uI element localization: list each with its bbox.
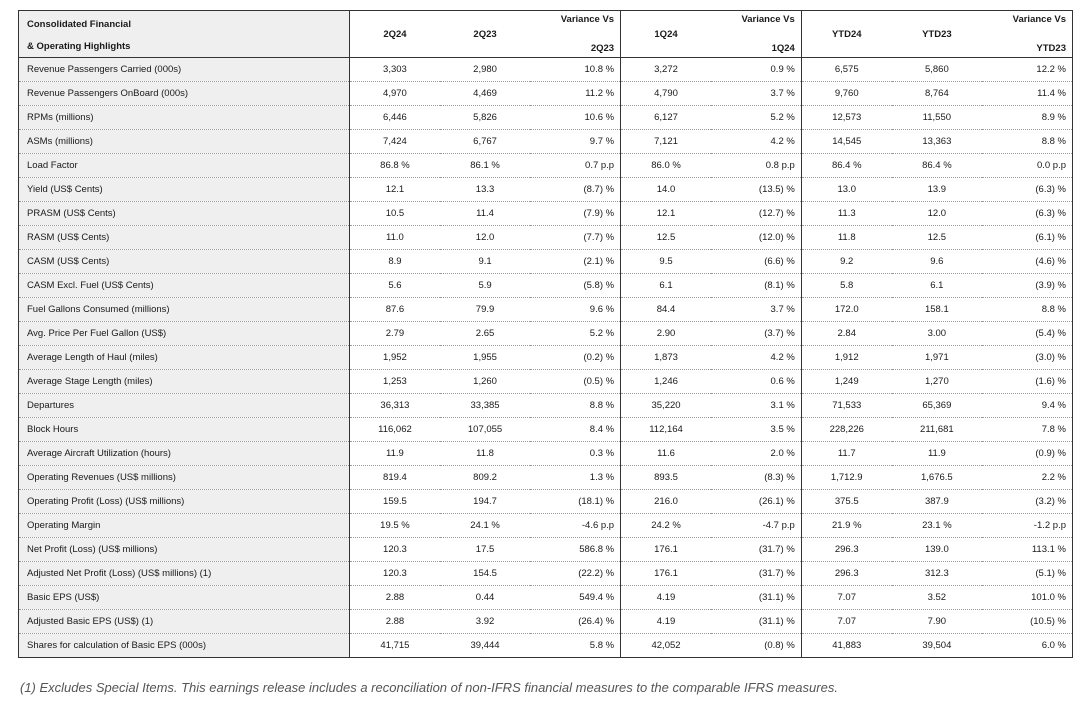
table-row — [19, 514, 1073, 538]
cell-var-2q23: 0.3 % — [530, 442, 620, 466]
cell-2q24: 5.6 — [350, 274, 440, 298]
cell-2q23: 5,826 — [440, 106, 530, 130]
cell-var-2q23: (2.1) % — [530, 250, 620, 274]
col-header-var-1q24: Variance Vs 1Q24 — [711, 11, 801, 58]
cell-var-1q24: (0.8) % — [711, 634, 801, 658]
cell-2q23: 107,055 — [440, 418, 530, 442]
cell-2q24: 8.9 — [350, 250, 440, 274]
cell-var-1q24: 0.6 % — [711, 370, 801, 394]
col-header-2q24: 2Q24 — [350, 11, 440, 58]
row-label: Basic EPS (US$) — [19, 586, 350, 610]
cell-var-1q24: (13.5) % — [711, 178, 801, 202]
cell-var-1q24: 3.5 % — [711, 418, 801, 442]
cell-1q24: 9.5 — [621, 250, 711, 274]
cell-2q24: 41,715 — [380, 640, 410, 651]
cell-var-2q23: 10.8 % — [530, 58, 620, 82]
cell-ytd23: 139.0 — [892, 538, 982, 562]
col-header-ytd24: YTD24 — [801, 11, 891, 58]
cell-var-2q23: 5.8 % — [530, 634, 620, 658]
cell-var-1q24: (31.7) % — [711, 538, 801, 562]
cell-1q24: 11.6 — [621, 442, 711, 466]
cell-var-ytd23: (3.0) % — [982, 346, 1072, 370]
cell-ytd23: 312.3 — [892, 562, 982, 586]
table-row — [19, 154, 1073, 178]
cell-ytd24: 11.8 — [801, 226, 891, 250]
cell-1q24: 4.19 — [621, 610, 711, 634]
cell-var-1q24: 4.2 % — [711, 130, 801, 154]
cell-var-ytd23: 8.9 % — [982, 106, 1072, 130]
cell-ytd23: 387.9 — [892, 490, 982, 514]
cell-1q24: 216.0 — [621, 490, 711, 514]
cell-ytd24: 6,575 — [801, 58, 891, 82]
cell-var-2q23: 586.8 % — [530, 538, 620, 562]
table-row — [19, 322, 1073, 346]
cell-var-2q23: (22.2) % — [530, 562, 620, 586]
footnote: (1) Excludes Special Items. This earnings release includes a reconciliation of non-IFRS financial measures to the comparable IFRS measures. — [20, 680, 838, 695]
cell-var-1q24: 4.2 % — [711, 346, 801, 370]
cell-1q24: 3,272 — [621, 58, 711, 82]
cell-var-ytd23: 9.4 % — [982, 394, 1072, 418]
table-row — [19, 178, 1073, 202]
cell-1q24: 176.1 — [621, 562, 711, 586]
row-label: RASM (US$ Cents) — [19, 226, 350, 250]
cell-1q24: 12.1 — [621, 202, 711, 226]
cell-1q24: 112,164 — [621, 418, 711, 442]
cell-var-ytd23: 101.0 % — [982, 586, 1072, 610]
table-row — [19, 130, 1073, 154]
table-row — [19, 466, 1073, 490]
table-row — [19, 538, 1073, 562]
cell-var-ytd23: (3.9) % — [982, 274, 1072, 298]
cell-var-1q24: 0.8 p.p — [711, 154, 801, 178]
cell-ytd24: 14,545 — [801, 130, 891, 154]
cell-var-ytd23: (5.1) % — [982, 562, 1072, 586]
table-row — [19, 490, 1073, 514]
table-row — [19, 370, 1073, 394]
cell-ytd24: 7.07 — [801, 586, 891, 610]
table-row — [19, 562, 1073, 586]
cell-ytd23: 3.52 — [892, 586, 982, 610]
table-row — [19, 106, 1073, 130]
cell-2q23: 3.92 — [440, 610, 530, 634]
cell-var-1q24: (31.1) % — [711, 610, 801, 634]
cell-var-2q23: 9.7 % — [530, 130, 620, 154]
highlights-table — [18, 10, 1073, 658]
cell-2q23: 13.3 — [440, 178, 530, 202]
cell-1q24: 893.5 — [621, 466, 711, 490]
cell-var-1q24: 3.7 % — [711, 82, 801, 106]
col-header-2q23: 2Q23 — [440, 11, 530, 58]
cell-var-ytd23: 8.8 % — [982, 130, 1072, 154]
table-row — [19, 634, 1073, 658]
cell-var-1q24: 5.2 % — [711, 106, 801, 130]
table-header-row — [19, 11, 1073, 58]
cell-var-2q23: (5.8) % — [530, 274, 620, 298]
cell-1q24: 4,790 — [621, 82, 711, 106]
cell-1q24: 2.90 — [621, 322, 711, 346]
cell-2q24: 2.88 — [350, 610, 440, 634]
cell-ytd24: 9,760 — [801, 82, 891, 106]
cell-var-ytd23: -1.2 p.p — [982, 514, 1072, 538]
cell-ytd23: 13.9 — [892, 178, 982, 202]
table-row — [19, 610, 1073, 634]
cell-2q24: 12.1 — [350, 178, 440, 202]
table-row — [19, 442, 1073, 466]
row-label: CASM (US$ Cents) — [19, 250, 350, 274]
cell-2q23: 17.5 — [440, 538, 530, 562]
cell-2q24: 86.8 % — [350, 154, 440, 178]
cell-var-ytd23: (6.1) % — [982, 226, 1072, 250]
row-label: Operating Revenues (US$ millions) — [19, 466, 350, 490]
row-label: CASM Excl. Fuel (US$ Cents) — [19, 274, 350, 298]
cell-var-2q23: (26.4) % — [530, 610, 620, 634]
cell-var-2q23: (0.2) % — [530, 346, 620, 370]
cell-ytd24: 13.0 — [801, 178, 891, 202]
cell-2q23: 0.44 — [440, 586, 530, 610]
cell-ytd23: 12.5 — [892, 226, 982, 250]
cell-ytd23: 1,971 — [892, 346, 982, 370]
cell-2q23: 11.4 — [440, 202, 530, 226]
cell-ytd23: 8,764 — [892, 82, 982, 106]
cell-var-ytd23: 113.1 % — [982, 538, 1072, 562]
col-header-var-ytd23: Variance Vs YTD23 — [982, 11, 1072, 58]
cell-ytd23: 158.1 — [892, 298, 982, 322]
cell-ytd23: 9.6 — [892, 250, 982, 274]
cell-var-2q23: 9.6 % — [530, 298, 620, 322]
cell-2q23: 86.1 % — [440, 154, 530, 178]
cell-1q24: 4.19 — [621, 586, 711, 610]
row-label: Yield (US$ Cents) — [19, 178, 350, 202]
row-label: Average Stage Length (miles) — [19, 370, 350, 394]
cell-2q23: 809.2 — [440, 466, 530, 490]
highlights-table-container — [18, 10, 1073, 658]
col-header-1q24: 1Q24 — [621, 11, 711, 58]
row-label: Adjusted Basic EPS (US$) (1) — [19, 610, 350, 634]
cell-var-1q24: (31.1) % — [711, 586, 801, 610]
cell-ytd23: 6.1 — [892, 274, 982, 298]
cell-ytd23: 1,270 — [892, 370, 982, 394]
cell-2q24: 2.79 — [350, 322, 440, 346]
cell-2q24: 116,062 — [350, 418, 440, 442]
cell-var-2q23: 0.7 p.p — [530, 154, 620, 178]
cell-2q23: 79.9 — [440, 298, 530, 322]
cell-var-1q24: (8.1) % — [711, 274, 801, 298]
cell-2q24: 159.5 — [350, 490, 440, 514]
cell-1q24: 24.2 % — [621, 514, 711, 538]
cell-2q23: 39,444 — [470, 640, 500, 651]
row-label: Block Hours — [19, 418, 350, 442]
cell-ytd24: 12,573 — [801, 106, 891, 130]
cell-1q24: 6.1 — [621, 274, 711, 298]
row-label: Operating Profit (Loss) (US$ millions) — [19, 490, 350, 514]
cell-2q23: 24.1 % — [440, 514, 530, 538]
cell-var-2q23: 5.2 % — [530, 322, 620, 346]
cell-ytd23: 11,550 — [892, 106, 982, 130]
table-row — [19, 274, 1073, 298]
cell-1q24: 12.5 — [621, 226, 711, 250]
cell-ytd24: 7.07 — [801, 610, 891, 634]
table-title — [19, 11, 350, 58]
cell-2q23: 194.7 — [440, 490, 530, 514]
cell-ytd24: 1,249 — [801, 370, 891, 394]
row-label: ASMs (millions) — [19, 130, 350, 154]
cell-ytd24: 2.84 — [801, 322, 891, 346]
cell-1q24: 14.0 — [621, 178, 711, 202]
cell-var-ytd23: (10.5) % — [982, 610, 1072, 634]
cell-2q23: 1,260 — [440, 370, 530, 394]
cell-ytd23: 23.1 % — [892, 514, 982, 538]
table-row — [19, 586, 1073, 610]
cell-ytd23: 86.4 % — [892, 154, 982, 178]
cell-ytd24: 296.3 — [801, 562, 891, 586]
row-label: Average Aircraft Utilization (hours) — [19, 442, 350, 466]
cell-2q24: 10.5 — [350, 202, 440, 226]
cell-var-2q23: -4.6 p.p — [530, 514, 620, 538]
cell-ytd23: 5,860 — [892, 58, 982, 82]
cell-2q24: 36,313 — [350, 394, 440, 418]
cell-1q24: 42,052 — [651, 640, 681, 651]
cell-2q24: 4,970 — [350, 82, 440, 106]
row-label: Revenue Passengers OnBoard (000s) — [19, 82, 350, 106]
table-row — [19, 394, 1073, 418]
cell-2q23: 1,955 — [440, 346, 530, 370]
cell-2q24: 120.3 — [350, 538, 440, 562]
cell-var-ytd23: 2.2 % — [982, 466, 1072, 490]
cell-2q24: 120.3 — [350, 562, 440, 586]
cell-1q24: 1,246 — [621, 370, 711, 394]
cell-2q23: 6,767 — [440, 130, 530, 154]
row-label: Net Profit (Loss) (US$ millions) — [19, 538, 350, 562]
cell-var-2q23: 1.3 % — [530, 466, 620, 490]
cell-2q23: 5.9 — [440, 274, 530, 298]
row-label: Departures — [19, 394, 350, 418]
cell-1q24: 1,873 — [621, 346, 711, 370]
cell-ytd24: 228,226 — [801, 418, 891, 442]
table-title-line1: Consolidated Financial — [27, 19, 131, 30]
cell-ytd24: 21.9 % — [801, 514, 891, 538]
cell-var-2q23: (7.9) % — [530, 202, 620, 226]
cell-2q23: 11.8 — [440, 442, 530, 466]
cell-2q24: 819.4 — [350, 466, 440, 490]
row-label: Avg. Price Per Fuel Gallon (US$) — [19, 322, 350, 346]
cell-1q24: 6,127 — [621, 106, 711, 130]
cell-ytd24: 71,533 — [801, 394, 891, 418]
cell-ytd24: 1,712.9 — [801, 466, 891, 490]
cell-ytd23: 7.90 — [892, 610, 982, 634]
table-row — [19, 346, 1073, 370]
cell-var-1q24: 0.9 % — [711, 58, 801, 82]
cell-ytd24: 1,912 — [801, 346, 891, 370]
cell-var-1q24: (3.7) % — [711, 322, 801, 346]
cell-var-2q23: 10.6 % — [530, 106, 620, 130]
cell-2q24: 7,424 — [350, 130, 440, 154]
cell-var-ytd23: 11.4 % — [982, 82, 1072, 106]
table-row — [19, 202, 1073, 226]
cell-ytd24: 172.0 — [801, 298, 891, 322]
cell-var-2q23: (0.5) % — [530, 370, 620, 394]
cell-2q24: 87.6 — [350, 298, 440, 322]
col-header-ytd23: YTD23 — [892, 11, 982, 58]
row-label: Revenue Passengers Carried (000s) — [19, 58, 350, 82]
table-title-line2: & Operating Highlights — [27, 41, 131, 52]
cell-ytd23: 65,369 — [892, 394, 982, 418]
cell-ytd23: 1,676.5 — [892, 466, 982, 490]
cell-ytd24: 296.3 — [801, 538, 891, 562]
cell-2q23: 4,469 — [440, 82, 530, 106]
cell-2q23: 33,385 — [440, 394, 530, 418]
cell-2q23: 9.1 — [440, 250, 530, 274]
cell-2q23: 12.0 — [440, 226, 530, 250]
cell-var-1q24: (6.6) % — [711, 250, 801, 274]
cell-var-ytd23: 8.8 % — [982, 298, 1072, 322]
cell-ytd23: 12.0 — [892, 202, 982, 226]
cell-var-ytd23: (6.3) % — [982, 178, 1072, 202]
row-label: Adjusted Net Profit (Loss) (US$ millions) (1) — [19, 562, 350, 586]
col-header-var-2q23: Variance Vs 2Q23 — [530, 11, 620, 58]
cell-1q24: 86.0 % — [621, 154, 711, 178]
cell-var-1q24: (26.1) % — [711, 490, 801, 514]
table-row — [19, 226, 1073, 250]
row-label: Load Factor — [19, 154, 350, 178]
cell-var-ytd23: (1.6) % — [982, 370, 1072, 394]
cell-var-1q24: (8.3) % — [711, 466, 801, 490]
cell-2q23: 2.65 — [440, 322, 530, 346]
cell-ytd23: 3.00 — [892, 322, 982, 346]
cell-var-2q23: (8.7) % — [530, 178, 620, 202]
cell-2q24: 11.9 — [350, 442, 440, 466]
cell-var-1q24: (12.7) % — [711, 202, 801, 226]
cell-1q24: 7,121 — [621, 130, 711, 154]
cell-ytd24: 86.4 % — [801, 154, 891, 178]
cell-var-ytd23: 12.2 % — [982, 58, 1072, 82]
cell-1q24: 84.4 — [621, 298, 711, 322]
cell-1q24: 176.1 — [621, 538, 711, 562]
cell-2q24: 1,952 — [350, 346, 440, 370]
cell-var-ytd23: (0.9) % — [982, 442, 1072, 466]
cell-var-ytd23: (6.3) % — [982, 202, 1072, 226]
cell-ytd24: 5.8 — [801, 274, 891, 298]
cell-var-2q23: 8.4 % — [530, 418, 620, 442]
table-body — [19, 58, 1073, 658]
cell-var-ytd23: (4.6) % — [982, 250, 1072, 274]
cell-2q23: 2,980 — [440, 58, 530, 82]
cell-var-2q23: (7.7) % — [530, 226, 620, 250]
cell-2q24: 2.88 — [350, 586, 440, 610]
cell-var-1q24: 3.7 % — [711, 298, 801, 322]
cell-ytd23: 11.9 — [892, 442, 982, 466]
row-label: Average Length of Haul (miles) — [19, 346, 350, 370]
table-row — [19, 298, 1073, 322]
table-row — [19, 82, 1073, 106]
cell-var-ytd23: (5.4) % — [982, 322, 1072, 346]
row-label: Fuel Gallons Consumed (millions) — [19, 298, 350, 322]
cell-var-ytd23: (3.2) % — [982, 490, 1072, 514]
cell-var-ytd23: 0.0 p.p — [982, 154, 1072, 178]
cell-ytd24: 11.7 — [801, 442, 891, 466]
table-row — [19, 58, 1073, 82]
cell-var-1q24: (12.0) % — [711, 226, 801, 250]
cell-var-1q24: -4.7 p.p — [711, 514, 801, 538]
cell-2q24: 19.5 % — [350, 514, 440, 538]
cell-2q24: 6,446 — [350, 106, 440, 130]
cell-ytd23: 39,504 — [922, 640, 952, 651]
table-row — [19, 250, 1073, 274]
cell-ytd23: 13,363 — [892, 130, 982, 154]
cell-var-2q23: 549.4 % — [530, 586, 620, 610]
row-label: Shares for calculation of Basic EPS (000s) — [19, 634, 350, 658]
cell-2q23: 154.5 — [440, 562, 530, 586]
table-row — [19, 418, 1073, 442]
cell-var-ytd23: 6.0 % — [1041, 640, 1066, 651]
cell-var-ytd23: 7.8 % — [982, 418, 1072, 442]
cell-var-2q23: 8.8 % — [530, 394, 620, 418]
row-label: PRASM (US$ Cents) — [19, 202, 350, 226]
cell-var-2q23: (18.1) % — [530, 490, 620, 514]
cell-2q24: 11.0 — [350, 226, 440, 250]
cell-var-2q23: 11.2 % — [530, 82, 620, 106]
cell-ytd24: 41,883 — [832, 640, 862, 651]
cell-1q24: 35,220 — [621, 394, 711, 418]
cell-ytd24: 11.3 — [801, 202, 891, 226]
cell-ytd23: 211,681 — [892, 418, 982, 442]
cell-var-1q24: 2.0 % — [711, 442, 801, 466]
row-label: RPMs (millions) — [19, 106, 350, 130]
row-label: Operating Margin — [19, 514, 350, 538]
cell-ytd24: 375.5 — [801, 490, 891, 514]
cell-var-1q24: (31.7) % — [711, 562, 801, 586]
cell-2q24: 3,303 — [350, 58, 440, 82]
cell-2q24: 1,253 — [350, 370, 440, 394]
cell-var-1q24: 3.1 % — [711, 394, 801, 418]
cell-ytd24: 9.2 — [801, 250, 891, 274]
